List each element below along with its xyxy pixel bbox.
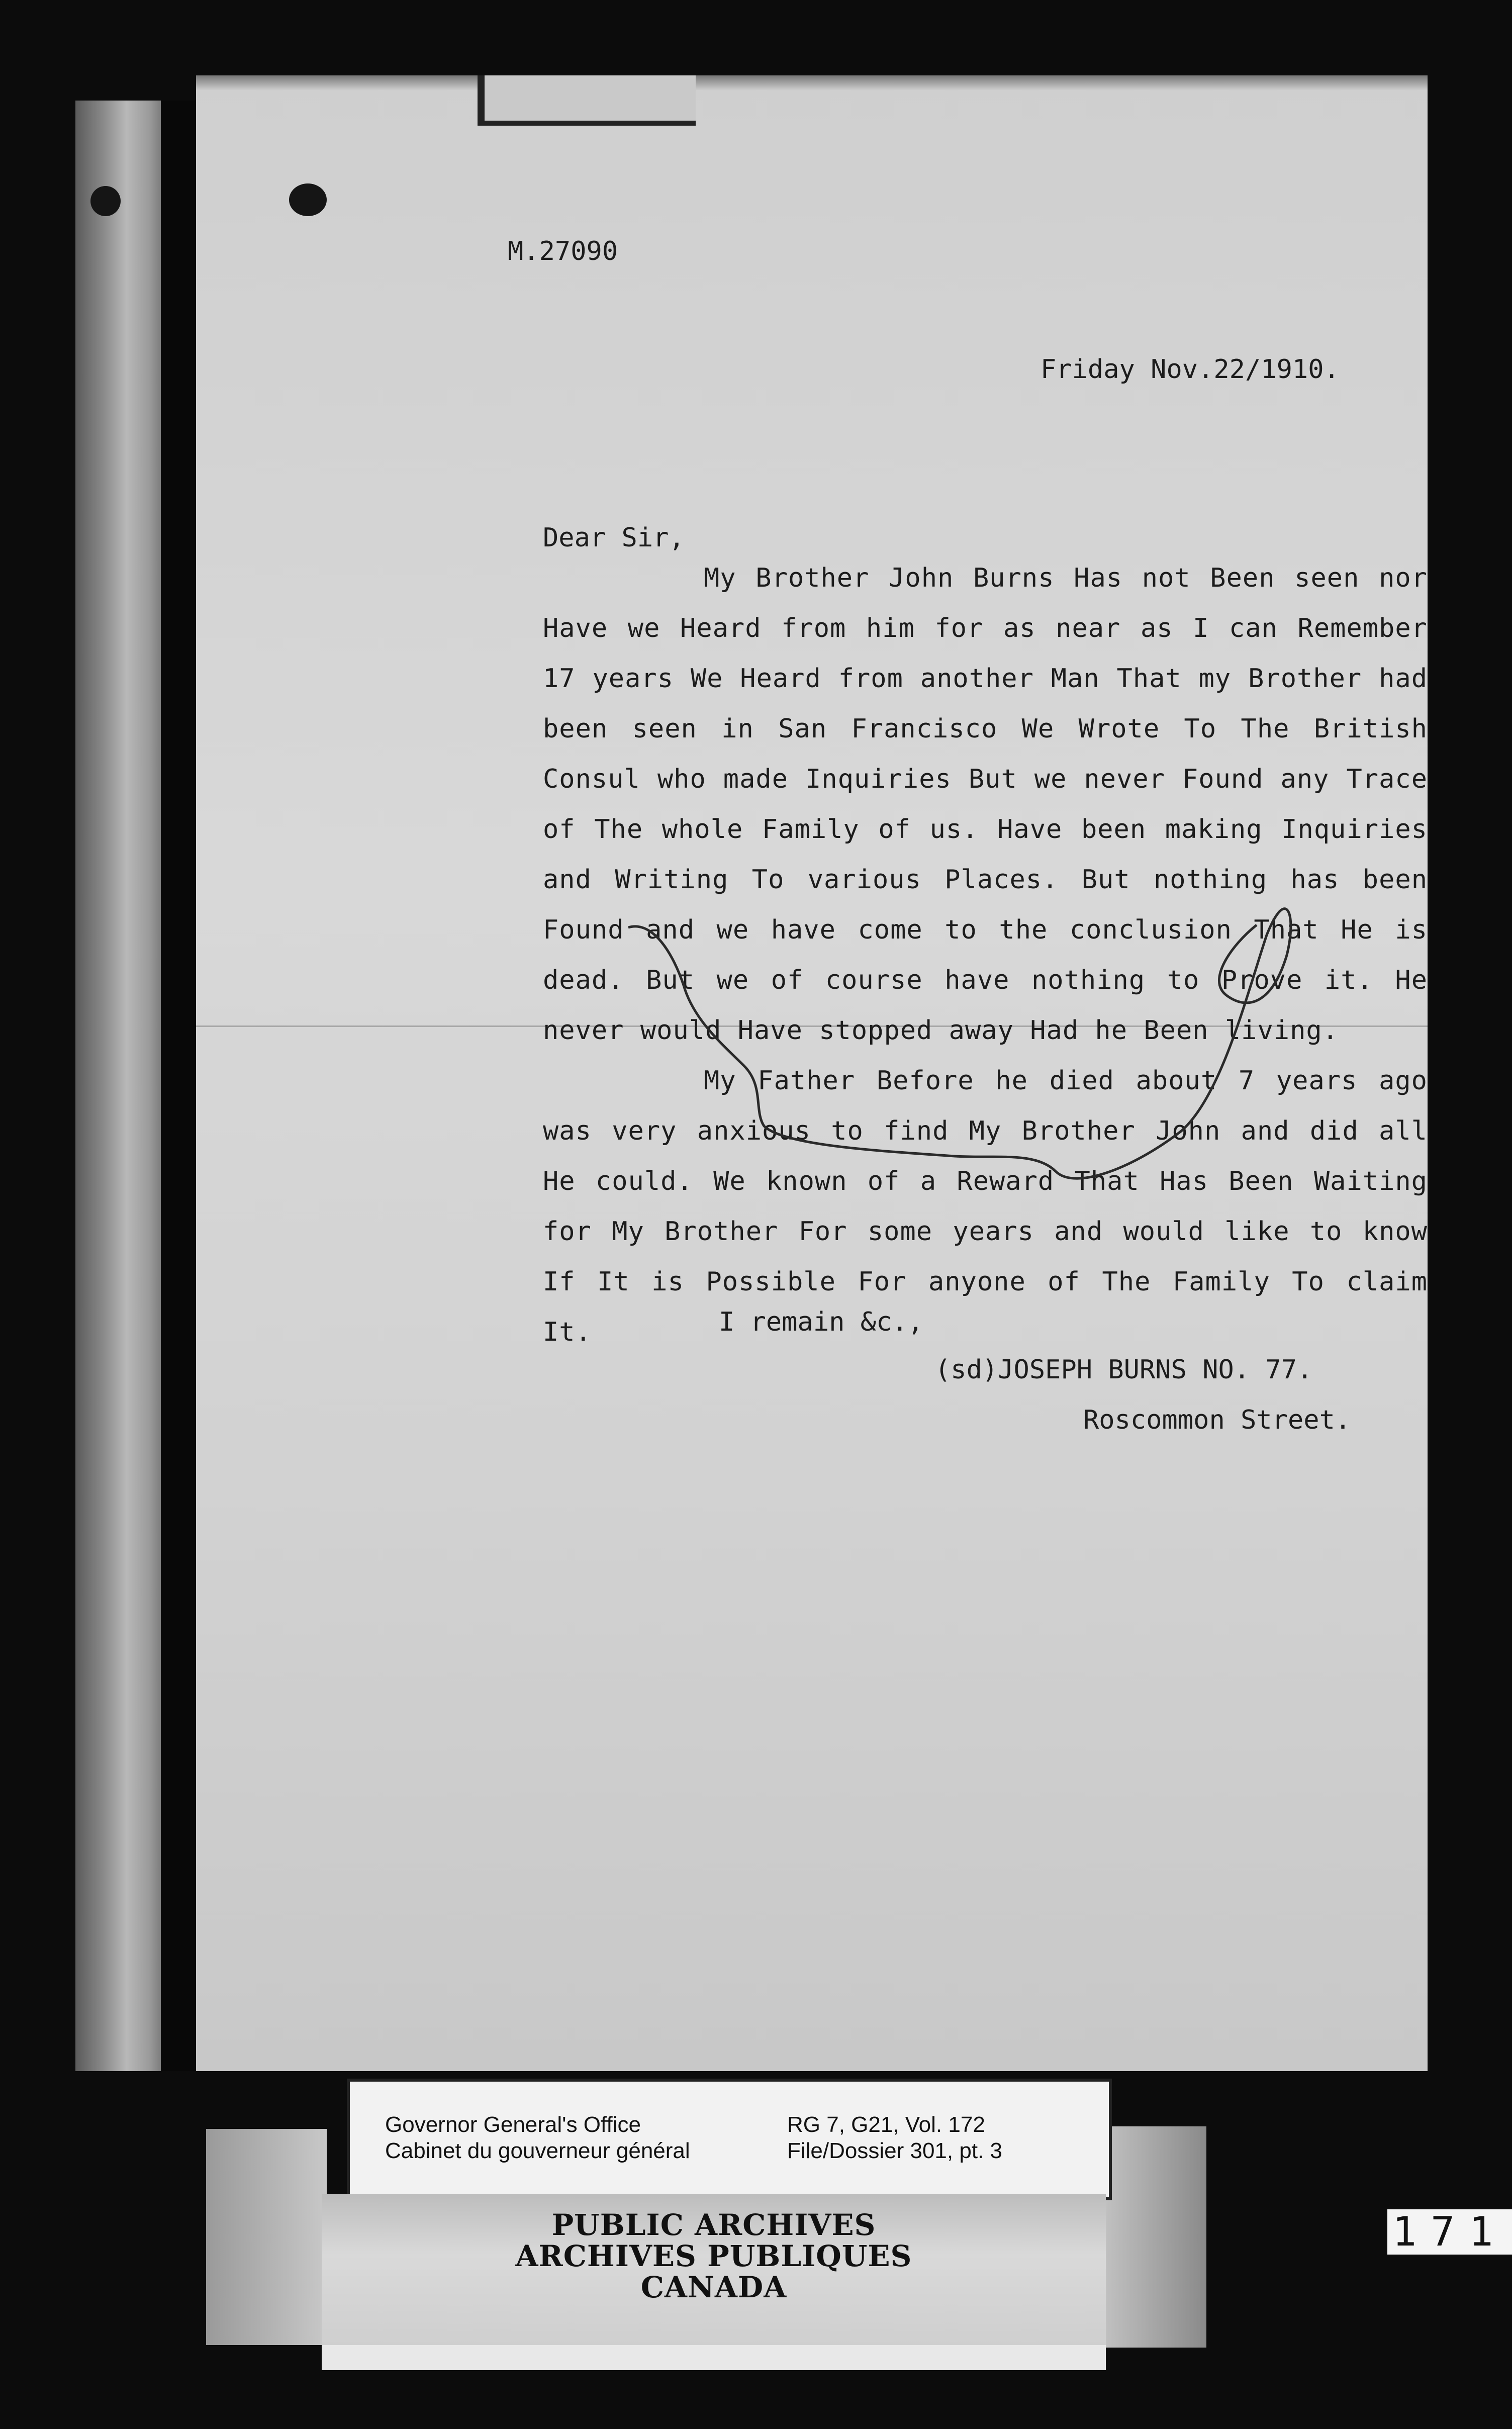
office-english: Governor General's Office — [385, 2112, 641, 2137]
archive-stamp — [322, 2194, 1106, 2345]
stamp-line-3: CANADA — [640, 2270, 787, 2304]
reference-number: M.27090 — [508, 236, 618, 266]
letter-date: Friday Nov.22/1910. — [1041, 354, 1340, 385]
reference-line-2: File/Dossier 301, pt. 3 — [787, 2138, 1002, 2163]
office-french: Cabinet du gouverneur général — [385, 2138, 690, 2163]
file-reference — [787, 2112, 1002, 2164]
label-bottom-edge — [322, 2345, 1106, 2370]
scan-background-right — [1106, 2126, 1206, 2348]
paragraph-1: My Brother John Burns Has not Been seen nor Have we Heard from him for as near as I can Remember 17 years We Heard from another Man That my Brother had been seen in San Francisco We Wrote To The British Consul who made Inquiries But we never Found any Trace of The whole Family of us. Have been making Inquiries and Writing To various Places. But nothing has been Found and we have come to the conclusion That He is dead. But we of course have nothing to Prove it. He never would Have stopped away Had he Been living. — [543, 563, 1428, 1046]
closing: I remain &c., — [719, 1307, 923, 1337]
punch-hole-left — [90, 186, 121, 216]
salutation: Dear Sir, — [543, 523, 685, 553]
paragraph-2: My Father Before he died about 7 years ago was very anxious to find My Brother John and did all He could. We known of a Reward That Has Been Waiting for My Brother For some years and would like to know If It is Possible For anyone of The Family To claim It. — [543, 1066, 1428, 1347]
spine-edge — [161, 101, 201, 2071]
office-names — [385, 2112, 690, 2164]
archive-label — [347, 2079, 1112, 2200]
frame-counter: 171 — [1387, 2209, 1512, 2255]
file-tab — [478, 75, 696, 126]
address: Roscommon Street. — [1083, 1405, 1351, 1435]
stamp-line-2: ARCHIVES PUBLIQUES — [515, 2239, 912, 2273]
page-top-shadow — [196, 75, 1428, 90]
scan-background-left — [206, 2129, 327, 2345]
letter-body — [543, 553, 1428, 1357]
archive-stamp-text — [322, 2209, 1106, 2303]
stamp-line-1: PUBLIC ARCHIVES — [551, 2208, 876, 2242]
punch-hole-right — [289, 183, 327, 216]
signature: (sd)JOSEPH BURNS NO. 77. — [935, 1355, 1313, 1385]
binding-strip — [75, 101, 168, 2071]
reference-line-1: RG 7, G21, Vol. 172 — [787, 2112, 985, 2137]
